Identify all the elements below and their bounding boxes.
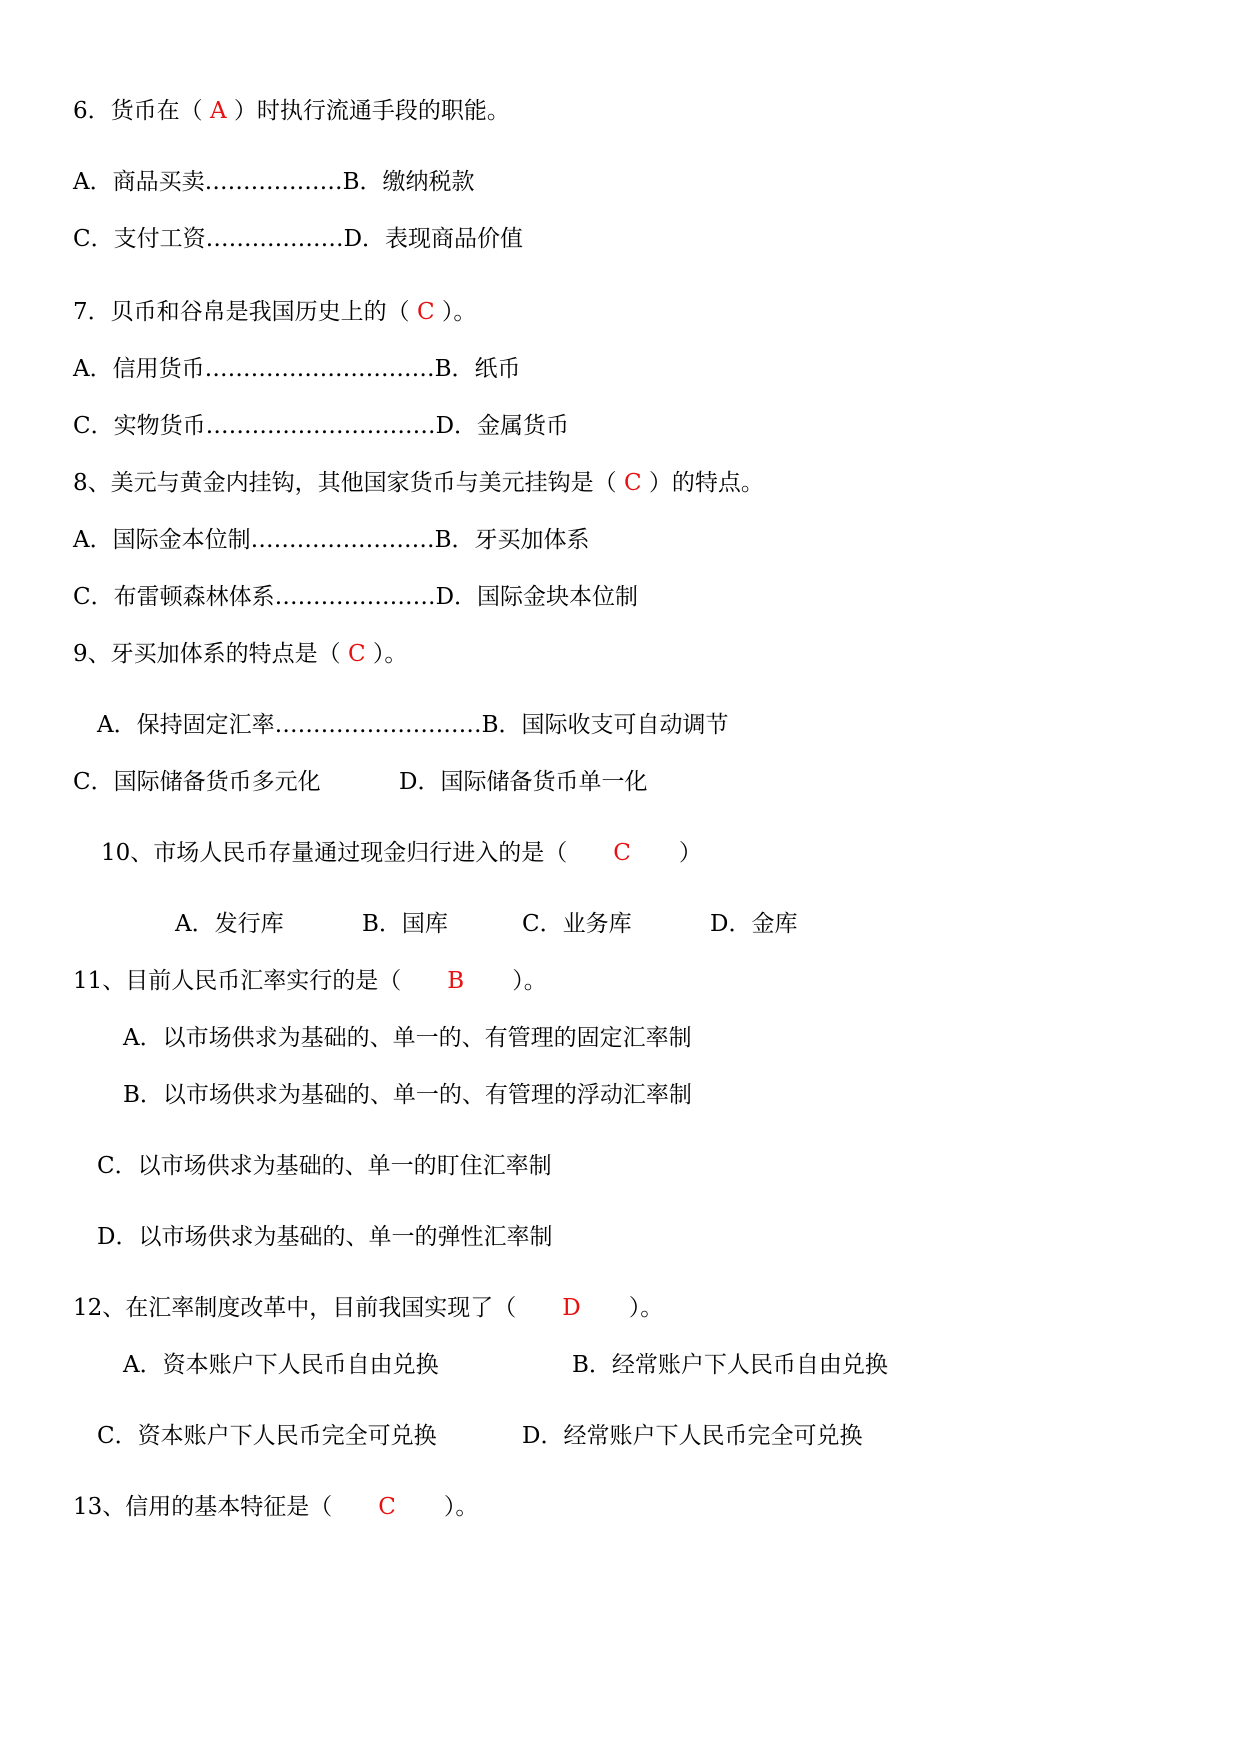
stem-text: ）时执行流通手段的职能。 — [226, 98, 510, 124]
answer-mark: C — [347, 641, 366, 667]
question-stem — [73, 1491, 478, 1523]
stem-text: ）。 — [628, 1295, 664, 1321]
option-row: D．国际储备货币单一化 — [399, 769, 648, 795]
question-stem — [73, 638, 407, 670]
stem-text: 11、目前人民币汇率实行的是（ — [73, 968, 402, 994]
stem-text: ）。 — [365, 641, 408, 667]
option-row: C．以市场供求为基础的、单一的盯住汇率制 — [97, 1153, 552, 1179]
stem-text: ）。 — [434, 299, 477, 325]
option-row: C．资本账户下人民币完全可兑换 — [97, 1423, 437, 1449]
option-row: D．经常账户下人民币完全可兑换 — [522, 1423, 863, 1449]
option-row: C．支付工资………………D．表现商品价值 — [73, 226, 524, 252]
option-row: A．商品买卖………………B．缴纳税款 — [73, 169, 475, 195]
option-row: B．以市场供求为基础的、单一的、有管理的浮动汇率制 — [123, 1082, 692, 1108]
stem-text: ）。 — [512, 968, 547, 994]
option-row: A．发行库 — [175, 911, 284, 937]
stem-text: ）的特点。 — [641, 470, 764, 496]
option-row: C．业务库 — [522, 911, 632, 937]
answer-mark: D — [562, 1295, 581, 1321]
option-row: C．国际储备货币多元化 — [73, 769, 321, 795]
question-stem — [73, 95, 510, 127]
question-stem — [73, 965, 547, 997]
question-stem — [73, 467, 764, 499]
answer-mark: A — [209, 98, 227, 124]
option-row: C．实物货币…………………………D．金属货币 — [73, 413, 570, 439]
answer-mark: B — [447, 968, 465, 994]
stem-text: 6．货币在（ — [73, 98, 210, 124]
option-row: A．信用货币…………………………B．纸币 — [73, 356, 521, 382]
answer-mark: C — [416, 299, 435, 325]
option-row: A．以市场供求为基础的、单一的、有管理的固定汇率制 — [123, 1025, 692, 1051]
stem-text: 12、在汇率制度改革中，目前我国实现了（ — [73, 1295, 517, 1321]
stem-text: ） — [678, 840, 702, 866]
question-stem — [73, 1292, 663, 1324]
question-stem — [73, 296, 476, 328]
option-row: D．金库 — [710, 911, 798, 937]
answer-mark: C — [623, 470, 642, 496]
question-stem — [101, 837, 702, 869]
stem-text: 7．贝币和谷帛是我国历史上的（ — [73, 299, 417, 325]
stem-text: ）。 — [443, 1494, 479, 1520]
stem-text: 10、市场人民币存量通过现金归行进入的是（ — [101, 840, 568, 866]
stem-text: 13、信用的基本特征是（ — [73, 1494, 333, 1520]
stem-text: 9、牙买加体系的特点是（ — [73, 641, 348, 667]
stem-text: 8、美元与黄金内挂钩，其他国家货币与美元挂钩是（ — [73, 470, 624, 496]
answer-mark: C — [613, 840, 631, 866]
option-row: A．资本账户下人民币自由兑换 — [123, 1352, 439, 1378]
option-row: A．保持固定汇率………………………B．国际收支可自动调节 — [97, 712, 729, 738]
option-row: D．以市场供求为基础的、单一的弹性汇率制 — [97, 1224, 553, 1250]
option-row: C．布雷顿森林体系…………………D．国际金块本位制 — [73, 584, 639, 610]
answer-mark: C — [378, 1494, 396, 1520]
option-row: B．国库 — [362, 911, 448, 937]
option-row: A．国际金本位制……………………B．牙买加体系 — [73, 527, 590, 553]
option-row: B．经常账户下人民币自由兑换 — [572, 1352, 888, 1378]
